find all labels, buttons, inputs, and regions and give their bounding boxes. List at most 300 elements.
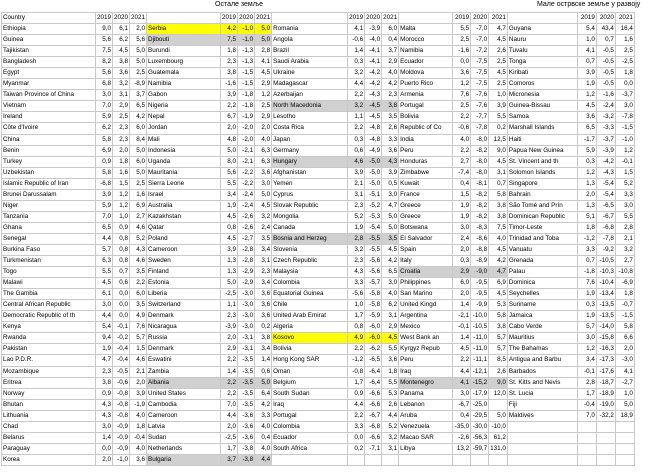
country-cell: Oman <box>272 366 348 377</box>
value-cell-2021: 2,5 <box>130 178 147 189</box>
value-cell-2020: -4,2 <box>596 156 615 167</box>
value-cell-2020: -0,9 <box>113 421 130 432</box>
value-cell-2019: 5,9 <box>577 145 596 156</box>
value-cell-2020: -15,8 <box>596 333 615 344</box>
value-cell-2020: -5,5 <box>365 233 382 244</box>
value-cell-2020: -8,0 <box>471 167 489 178</box>
value-cell-2019: 7,6 <box>577 278 596 289</box>
value-cell-2019: 7,6 <box>453 90 471 101</box>
value-cell-2021: 3,8 <box>382 101 399 112</box>
value-cell-2021: 5,7 <box>130 333 147 344</box>
country-cell: Serbia <box>147 24 221 35</box>
value-cell-2019: 5,2 <box>348 211 365 222</box>
header-year-2019: 2019 <box>577 13 596 24</box>
country-cell: Zimbabwe <box>399 167 453 178</box>
country-cell: Argentina <box>399 311 453 322</box>
value-cell-2020 <box>596 454 615 465</box>
header-year-2021: 2021 <box>489 13 508 24</box>
value-cell-2019: 7,5 <box>96 46 113 57</box>
value-cell-2020: -4,3 <box>596 167 615 178</box>
value-cell-2020: -8,6 <box>471 233 489 244</box>
country-cell: Cambodia <box>147 399 221 410</box>
country-cell: Kuwait <box>399 178 453 189</box>
country-cell: Zambia <box>147 366 221 377</box>
country-cell: Bangladesh <box>2 57 96 68</box>
country-cell: Peru <box>399 145 453 156</box>
value-cell-2019: 2,2 <box>221 388 238 399</box>
value-cell-2020: -4,1 <box>365 46 382 57</box>
value-cell-2021: 6,0 <box>130 156 147 167</box>
value-cell-2019: 4,1 <box>577 46 596 57</box>
value-cell-2020: -5,4 <box>365 222 382 233</box>
value-cell-2020: -5,5 <box>365 244 382 255</box>
value-cell-2020: 1,8 <box>113 156 130 167</box>
country-cell: Taiwan Province of China <box>2 90 96 101</box>
country-cell: Rwanda <box>2 333 96 344</box>
value-cell-2021: 2,5 <box>130 68 147 79</box>
country-cell: Uganda <box>147 156 221 167</box>
value-cell-2021: 3,3 <box>255 410 272 421</box>
value-cell-2021: 2,9 <box>255 112 272 123</box>
value-cell-2021: -2,5 <box>615 57 634 68</box>
country-cell: Belgium <box>272 377 348 388</box>
value-cell-2020: -25,0 <box>471 399 489 410</box>
value-cell-2019: 2,0 <box>221 333 238 344</box>
value-cell-2019: 0,6 <box>348 145 365 156</box>
table-row <box>2 222 635 233</box>
value-cell-2019: -1,2 <box>348 355 365 366</box>
value-cell-2020: 1,6 <box>113 167 130 178</box>
value-cell-2021: -1,0 <box>615 134 634 145</box>
value-cell-2021: 4,2 <box>130 112 147 123</box>
value-cell-2019: 6,5 <box>96 222 113 233</box>
value-cell-2019: -1,6 <box>453 46 471 57</box>
value-cell-2021: 1,0 <box>615 388 634 399</box>
value-cell-2021: 7,6 <box>130 322 147 333</box>
value-cell-2019: 3,6 <box>453 68 471 79</box>
value-cell-2021: 2,6 <box>382 399 399 410</box>
country-cell: Saudi Arabia <box>272 57 348 68</box>
value-cell-2019: 1,2 <box>577 90 596 101</box>
value-cell-2019: 4,2 <box>221 24 238 35</box>
value-cell-2021: -2,7 <box>615 377 634 388</box>
country-cell: Burundi <box>147 46 221 57</box>
country-cell: Switzerland <box>147 300 221 311</box>
value-cell-2019: 5,6 <box>96 35 113 46</box>
value-cell-2020: -2,2 <box>238 178 255 189</box>
value-cell-2020: -10,5 <box>471 322 489 333</box>
value-cell-2020: -2,6 <box>238 211 255 222</box>
country-cell: Jordan <box>147 123 221 134</box>
value-cell-2021: 5,2 <box>615 178 634 189</box>
value-cell-2021: 3,8 <box>489 322 508 333</box>
table-row <box>2 355 635 366</box>
value-cell-2021: -10,8 <box>615 267 634 278</box>
country-cell: Tajikistan <box>2 46 96 57</box>
country-cell <box>507 454 577 465</box>
value-cell-2020: -10,3 <box>596 267 615 278</box>
value-cell-2019: 1,9 <box>348 222 365 233</box>
country-cell: Aruba <box>399 410 453 421</box>
value-cell-2021: 3,5 <box>255 233 272 244</box>
value-cell-2020: -2,7 <box>238 233 255 244</box>
value-cell-2019: 5,9 <box>96 200 113 211</box>
value-cell-2020: -2,9 <box>238 278 255 289</box>
value-cell-2020: -56,3 <box>471 432 489 443</box>
value-cell-2021: 5,5 <box>615 211 634 222</box>
country-cell: Slovak Republic <box>272 200 348 211</box>
value-cell-2021: 8,5 <box>489 355 508 366</box>
value-cell-2019: 1,0 <box>348 300 365 311</box>
value-cell-2019: 2,2 <box>221 377 238 388</box>
value-cell-2020: -3,7 <box>596 134 615 145</box>
value-cell-2020: -6,0 <box>365 322 382 333</box>
value-cell-2019: 0,4 <box>453 410 471 421</box>
value-cell-2020: -0,8 <box>113 399 130 410</box>
value-cell-2020: -3,5 <box>238 388 255 399</box>
value-cell-2019: 1,2 <box>453 79 471 90</box>
value-cell-2019: 1,4 <box>96 432 113 443</box>
value-cell-2021: 4,5 <box>382 244 399 255</box>
table-row <box>2 200 635 211</box>
value-cell-2019: 1,8 <box>577 222 596 233</box>
country-cell: Kiribati <box>507 68 577 79</box>
country-cell: Liberia <box>147 289 221 300</box>
value-cell-2021: 1,5 <box>615 167 634 178</box>
value-cell-2021: 5,3 <box>382 388 399 399</box>
value-cell-2019: 4,1 <box>453 377 471 388</box>
value-cell-2020: -7,5 <box>471 79 489 90</box>
country-cell: Greece <box>399 211 453 222</box>
value-cell-2020: -11,0 <box>471 333 489 344</box>
country-cell: Paraguay <box>2 443 96 454</box>
country-cell: Israel <box>147 189 221 200</box>
value-cell-2020: -8,0 <box>471 156 489 167</box>
value-cell-2020: -32,2 <box>596 410 615 421</box>
value-cell-2021 <box>615 454 634 465</box>
value-cell-2020: -0,8 <box>113 388 130 399</box>
value-cell-2020: -2,8 <box>238 256 255 267</box>
value-cell-2019: -6,8 <box>96 178 113 189</box>
value-cell-2020: -4,2 <box>365 79 382 90</box>
header-year-2019: 2019 <box>348 13 365 24</box>
country-cell: Macao SAR <box>399 432 453 443</box>
value-cell-2021: 6,5 <box>382 267 399 278</box>
value-cell-2021: 3,9 <box>130 388 147 399</box>
value-cell-2020: -0,5 <box>596 57 615 68</box>
value-cell-2020: -1,8 <box>238 90 255 101</box>
value-cell-2020: -6,7 <box>596 211 615 222</box>
country-cell <box>507 443 577 454</box>
value-cell-2020: 3,8 <box>113 57 130 68</box>
header-year-2019: 2019 <box>221 13 238 24</box>
value-cell-2019: -0,4 <box>577 399 596 410</box>
value-cell-2021: 4,5 <box>489 156 508 167</box>
country-cell: Vietnam <box>2 101 96 112</box>
country-cell: Sierra Leone <box>147 178 221 189</box>
country-cell: Seychelles <box>507 289 577 300</box>
value-cell-2019: 1,2 <box>577 344 596 355</box>
value-cell-2021: 61,2 <box>489 432 508 443</box>
value-cell-2021: 6,0 <box>130 289 147 300</box>
value-cell-2021: 2,7 <box>615 256 634 267</box>
value-cell-2019: 3,9 <box>348 167 365 178</box>
country-cell: Ecuador <box>399 57 453 68</box>
value-cell-2019: -2,5 <box>221 432 238 443</box>
country-cell: Azerbaijan <box>272 90 348 101</box>
value-cell-2020: -5,8 <box>365 289 382 300</box>
value-cell-2019: 1,8 <box>221 46 238 57</box>
value-cell-2019: 4,1 <box>348 24 365 35</box>
value-cell-2021: 6,9 <box>130 200 147 211</box>
value-cell-2019: 4,5 <box>453 344 471 355</box>
country-cell: Namibia <box>147 79 221 90</box>
country-cell: Luxembourg <box>147 57 221 68</box>
country-cell: Nicaragua <box>147 322 221 333</box>
value-cell-2021: -3,7 <box>615 90 634 101</box>
value-cell-2019: 13,2 <box>453 443 471 454</box>
value-cell-2019: 0,8 <box>348 322 365 333</box>
value-cell-2021: 3,4 <box>255 344 272 355</box>
value-cell-2021: -8,9 <box>130 79 147 90</box>
table-row <box>2 278 635 289</box>
value-cell-2020: -2,0 <box>238 134 255 145</box>
value-cell-2021: 4,7 <box>489 24 508 35</box>
value-cell-2019: 2,2 <box>453 145 471 156</box>
country-cell: Czech Republic <box>272 256 348 267</box>
country-cell: St. Vincent and th <box>507 156 577 167</box>
country-cell: Yemen <box>272 178 348 189</box>
value-cell-2020: -1,9 <box>238 112 255 123</box>
country-cell: Democratic Republic of th <box>2 311 96 322</box>
value-cell-2020: -3,1 <box>238 333 255 344</box>
value-cell-2021: 1,8 <box>615 68 634 79</box>
value-cell-2021: 5,0 <box>615 399 634 410</box>
value-cell-2021: 6,0 <box>130 123 147 134</box>
table-row <box>2 244 635 255</box>
value-cell-2020: -7,2 <box>471 46 489 57</box>
value-cell-2019: 1,3 <box>221 256 238 267</box>
country-cell: San Marino <box>399 289 453 300</box>
value-cell-2019 <box>348 454 365 465</box>
value-cell-2020: -11,0 <box>471 344 489 355</box>
value-cell-2019: 5,0 <box>221 278 238 289</box>
country-cell: Moldova <box>399 68 453 79</box>
value-cell-2021: 4,7 <box>382 200 399 211</box>
header-year-2021: 2021 <box>615 13 634 24</box>
country-cell: Comoros <box>507 79 577 90</box>
value-cell-2020: -3,3 <box>596 123 615 134</box>
value-cell-2020: 1,2 <box>113 200 130 211</box>
value-cell-2020: 1,0 <box>113 211 130 222</box>
value-cell-2019: 2,3 <box>96 366 113 377</box>
country-cell: Netherlands <box>147 443 221 454</box>
value-cell-2019: 3,4 <box>577 355 596 366</box>
value-cell-2021: 2,6 <box>382 123 399 134</box>
value-cell-2019: 6,1 <box>96 289 113 300</box>
value-cell-2021: -1,5 <box>615 311 634 322</box>
country-cell: Finland <box>147 267 221 278</box>
country-cell: Samoa <box>507 112 577 123</box>
value-cell-2021: 2,1 <box>615 233 634 244</box>
value-cell-2020: -7,5 <box>471 57 489 68</box>
value-cell-2020: 3,2 <box>113 79 130 90</box>
country-cell: Bolivia <box>399 112 453 123</box>
value-cell-2021: -7,8 <box>615 112 634 123</box>
value-cell-2021: 5,0 <box>130 167 147 178</box>
value-cell-2020: -3,0 <box>238 300 255 311</box>
country-cell <box>272 454 348 465</box>
value-cell-2020: -5,1 <box>365 189 382 200</box>
value-cell-2019 <box>577 421 596 432</box>
table-row <box>2 399 635 410</box>
value-cell-2019: 1,9 <box>577 79 596 90</box>
growth-table <box>1 12 635 466</box>
value-cell-2021: 2,9 <box>382 322 399 333</box>
value-cell-2019: 3,6 <box>577 112 596 123</box>
value-cell-2020: -9,9 <box>471 300 489 311</box>
value-cell-2021: 3,2 <box>615 244 634 255</box>
value-cell-2021: 4,2 <box>382 256 399 267</box>
value-cell-2020: -8,0 <box>471 134 489 145</box>
value-cell-2021: 4,5 <box>255 200 272 211</box>
value-cell-2020: -6,5 <box>596 200 615 211</box>
value-cell-2019: -1,6 <box>221 79 238 90</box>
value-cell-2021: 1,2 <box>255 90 272 101</box>
country-cell: Togo <box>2 267 96 278</box>
country-cell: Poland <box>147 233 221 244</box>
value-cell-2020: -3,6 <box>238 432 255 443</box>
value-cell-2019: 5,9 <box>96 112 113 123</box>
value-cell-2021: 3,6 <box>382 355 399 366</box>
country-cell: Costa Rica <box>272 123 348 134</box>
value-cell-2019: 6,8 <box>96 79 113 90</box>
value-cell-2020: -4,2 <box>365 68 382 79</box>
value-cell-2020 <box>596 443 615 454</box>
value-cell-2019: 3,9 <box>221 244 238 255</box>
value-cell-2020: -1,3 <box>238 46 255 57</box>
value-cell-2021: 4,5 <box>255 68 272 79</box>
country-cell: Canada <box>272 222 348 233</box>
country-cell: Ghana <box>2 222 96 233</box>
country-cell: United States <box>147 388 221 399</box>
value-cell-2020 <box>596 432 615 443</box>
value-cell-2021: 3,2 <box>382 432 399 443</box>
value-cell-2019: 1,3 <box>577 200 596 211</box>
value-cell-2020: -6,6 <box>365 388 382 399</box>
value-cell-2020: -29,5 <box>471 410 489 421</box>
value-cell-2021: 2,5 <box>255 101 272 112</box>
value-cell-2019: 6,5 <box>577 123 596 134</box>
country-cell: Cyprus <box>272 189 348 200</box>
value-cell-2020: -8,2 <box>471 189 489 200</box>
header-blank <box>272 13 348 24</box>
value-cell-2020: -5,0 <box>365 167 382 178</box>
value-cell-2020: -9,0 <box>471 267 489 278</box>
value-cell-2019: 5,8 <box>96 134 113 145</box>
value-cell-2021: 3,6 <box>255 300 272 311</box>
country-cell: St. Kitts and Nevis <box>507 377 577 388</box>
value-cell-2021 <box>615 443 634 454</box>
value-cell-2020: -17,6 <box>596 366 615 377</box>
country-cell: Sudan <box>147 432 221 443</box>
value-cell-2021: 1,8 <box>382 366 399 377</box>
country-cell: Niger <box>2 200 96 211</box>
country-cell: Venezuela <box>399 421 453 432</box>
value-cell-2020: -5,8 <box>365 300 382 311</box>
country-cell: Antigua and Barbu <box>507 355 577 366</box>
value-cell-2020: -5,4 <box>596 189 615 200</box>
country-cell: Lithuania <box>2 410 96 421</box>
value-cell-2019: 3,9 <box>96 189 113 200</box>
value-cell-2021: -6,9 <box>615 278 634 289</box>
value-cell-2020: -6,4 <box>365 377 382 388</box>
value-cell-2019: 1,2 <box>577 167 596 178</box>
value-cell-2019: 3,3 <box>348 421 365 432</box>
country-cell: Guinea-Bissau <box>507 101 577 112</box>
value-cell-2020: -7,8 <box>596 233 615 244</box>
table-row <box>2 388 635 399</box>
value-cell-2019: 3,8 <box>96 377 113 388</box>
country-cell: Nepal <box>147 112 221 123</box>
value-cell-2020: 3,1 <box>113 90 130 101</box>
value-cell-2020 <box>596 421 615 432</box>
value-cell-2019: 2,4 <box>453 233 471 244</box>
country-cell: Grenada <box>507 256 577 267</box>
table-row <box>2 289 635 300</box>
value-cell-2020: -1,5 <box>238 68 255 79</box>
table-row <box>2 211 635 222</box>
value-cell-2019: 2,0 <box>453 244 471 255</box>
value-cell-2021: 12,0 <box>489 388 508 399</box>
country-cell: Iraq <box>272 399 348 410</box>
value-cell-2020: -2,6 <box>238 222 255 233</box>
table-row <box>2 322 635 333</box>
value-cell-2019: 6,2 <box>96 123 113 134</box>
value-cell-2021: 4,0 <box>255 421 272 432</box>
country-cell: Kenya <box>2 322 96 333</box>
country-cell: Nauru <box>507 35 577 46</box>
country-cell: Fiji <box>507 399 577 410</box>
value-cell-2019: 4,8 <box>221 134 238 145</box>
value-cell-2020 <box>471 454 489 465</box>
value-cell-2019: 4,7 <box>96 355 113 366</box>
value-cell-2019: -0,6 <box>348 35 365 46</box>
value-cell-2019: 3,7 <box>221 454 238 465</box>
value-cell-2019: -1,8 <box>577 267 596 278</box>
value-cell-2020: 0,8 <box>113 233 130 244</box>
value-cell-2020: 0,7 <box>596 35 615 46</box>
country-cell: Panama <box>399 388 453 399</box>
value-cell-2021: 4,5 <box>489 244 508 255</box>
table-row <box>2 156 635 167</box>
value-cell-2019: 4,5 <box>221 211 238 222</box>
value-cell-2021: -1,5 <box>615 123 634 134</box>
country-cell: Brazil <box>272 46 348 57</box>
table-row <box>2 24 635 35</box>
value-cell-2020: -2,1 <box>238 145 255 156</box>
value-cell-2019: 1,9 <box>221 200 238 211</box>
value-cell-2020: -5,7 <box>365 278 382 289</box>
value-cell-2021: 3,4 <box>255 244 272 255</box>
value-cell-2021: 4,6 <box>130 256 147 267</box>
value-cell-2019: 3,0 <box>96 90 113 101</box>
value-cell-2019: 6,7 <box>221 112 238 123</box>
value-cell-2020: -7,6 <box>471 101 489 112</box>
table-row <box>2 79 635 90</box>
value-cell-2020: -0,5 <box>596 68 615 79</box>
value-cell-2019: -1,2 <box>577 233 596 244</box>
